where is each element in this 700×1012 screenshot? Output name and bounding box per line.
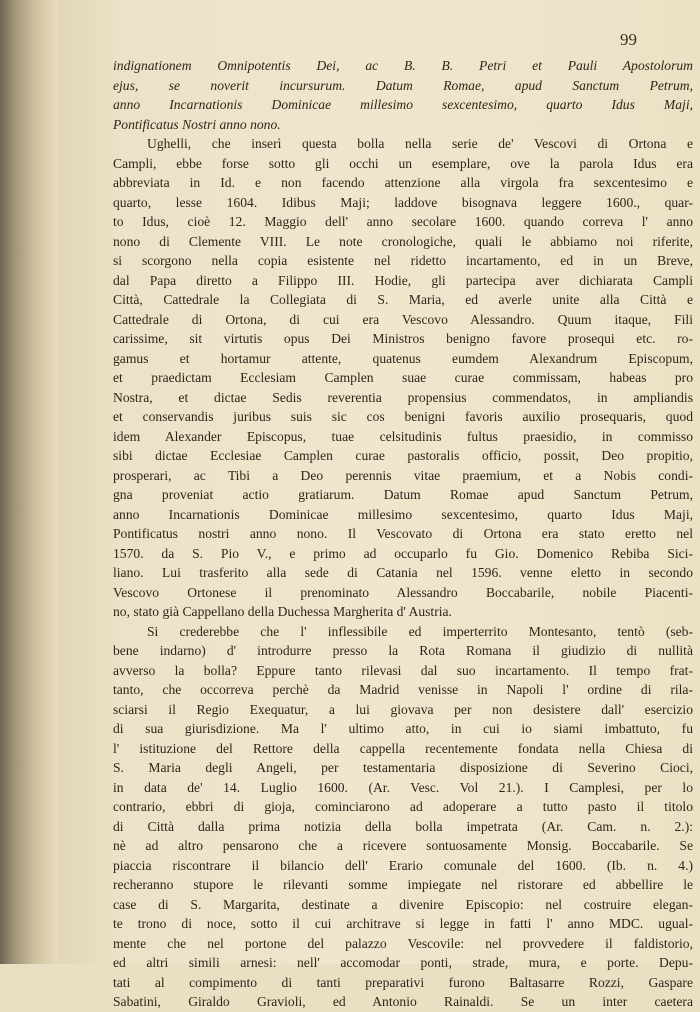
text-line: si scorgono nella copia esistente nel ridetto incartamento, ed in un Breve, bbox=[113, 253, 693, 268]
text-line: case di S. Margarita, destinate a divenire Episcopio: nel costruire elegan- bbox=[113, 896, 693, 912]
text-line: anno Incarnationis Dominicae millesimo sexcentesimo, quarto Idus Maji, bbox=[113, 506, 693, 522]
text-line: tanto, che occorreva perchè da Madrid venisse in Napoli l' ordine di rila- bbox=[113, 682, 693, 697]
text-line: 1570. da S. Pio V., e primo ad occuparlo fu Gio. Domenico Rebiba Sici- bbox=[113, 545, 693, 561]
text-line: carissime, sit virtutis opus Dei Ministros benigno favore prosequi etc. ro- bbox=[113, 331, 693, 346]
page-number: 99 bbox=[620, 30, 637, 49]
text-line: Sabatini, Giraldo Gravioli, ed Antonio Rainaldi. Se un inter caetera bbox=[113, 994, 693, 1009]
text-line: gna proveniat actio gratiarum. Datum Romae apud Sanctum Petrum, bbox=[113, 487, 693, 502]
text-line: sibi dictae Ecclesiae Camplen curae pastoralis officio, possit, Deo propitio, bbox=[113, 448, 693, 463]
text-line: gamus et hortamur attente, quatenus eumdem Alexandrum Episcopum, bbox=[113, 350, 693, 366]
text-line: tati al compimento di tanti preparativi furono Baltasarre Rozzi, Gaspare bbox=[113, 974, 693, 990]
text-line: S. Maria degli Angeli, per testamentaria disposizione di Severino Cioci, bbox=[113, 760, 693, 775]
text-line: Vescovo Ortonese il prenominato Alessandro Boccabarile, nobile Piacenti- bbox=[113, 584, 693, 600]
text-line: avverso la bolla? Eppure tanto rilevasi dal suo incartamento. Il tempo frat- bbox=[113, 662, 693, 678]
text-line: dal Papa diretto a Filippo III. Hodie, gli partecipa aver dichiarata Campli bbox=[113, 272, 693, 288]
text-line: l' istituzione del Rettore della cappella recentemente fondata nella Chiesa di bbox=[113, 740, 693, 756]
text-line: Cattedrale di Ortona, di cui era Vescovo Alessandro. Quum itaque, Fili bbox=[113, 311, 693, 327]
text-line: Ughelli, che inserì questa bolla nella serie de' Vescovi di Ortona e bbox=[147, 136, 693, 151]
text-line: contrario, ebbri di gioja, cominciarono ad adoperare a tutto pasto il titolo bbox=[113, 799, 693, 814]
text-line: ejus, se noverit incursurum. Datum Romae, apud Sanctum Petrum, bbox=[113, 77, 693, 93]
text-line: prosperari, ac Tibi a Deo perennis vitae praemium, et a Nobis condi- bbox=[113, 467, 693, 483]
body-text bbox=[113, 56, 693, 1012]
text-line: Campli, ebbe forse sotto gli occhi un esemplare, ove la parola Idus era bbox=[113, 155, 693, 171]
text-line: te trono di noce, sotto il cui architrave si legge in fatti l' anno MDC. ugual- bbox=[113, 916, 693, 931]
text-line: recheranno stupore le rilevanti somme impiegate nel ristorare ed abbellire le bbox=[113, 877, 693, 892]
text-line: liano. Lui trasferito alla sede di Catania nel 1596. venne eletto in secondo bbox=[113, 565, 693, 580]
text-line: nè ad altro pensarono che a ricevere sontuosamente Monsig. Boccabarile. Se bbox=[113, 838, 693, 853]
text-line: Pontificatus nostri anno nono. Il Vescovato di Ortona era stato eretto nel bbox=[113, 526, 693, 541]
text-line: Si crederebbe che l' inflessibile ed imperterrito Montesanto, tentò (seb- bbox=[147, 623, 693, 639]
text-line: abbreviata in Id. e non facendo attenzione alla virgola fra sexcentesimo e bbox=[113, 175, 693, 190]
text-line: indignationem Omnipotentis Dei, ac B. B. Petri et Pauli Apostolorum bbox=[113, 58, 693, 73]
text-line: Nostra, et dictae Sedis reverentia propensius commendatos, in ampliandis bbox=[113, 389, 693, 405]
text-line: et conservandis juribus suis sic cos benigni favoris auxilio prosequaris, quod bbox=[113, 409, 693, 424]
text-line: di sua giurisdizione. Ma l' ultimo atto, in cui io siami imbattuto, fu bbox=[113, 721, 693, 736]
text-line: et praedictam Ecclesiam Camplen suae curae commissam, habeas pro bbox=[113, 370, 693, 385]
text-line: bene indarno) d' introdurre presso la Rota Romana il giudizio di nullità bbox=[113, 643, 693, 658]
text-line: mente che nel portone del palazzo Vescovile: nel provvedere il faldistorio, bbox=[113, 935, 693, 951]
text-line: idem Alexander Episcopus, tuae celsitudinis fultus praesidio, in commisso bbox=[113, 428, 693, 444]
text-line: sciarsi il Regio Exequatur, a lui giovava per non desistere dall' esercizio bbox=[113, 701, 693, 717]
text-line: Pontificatus Nostri anno nono. bbox=[113, 116, 281, 132]
book-page bbox=[58, 0, 700, 1009]
text-line: di Città dalla prima notizia della bolla impetrata (Ar. Cam. n. 2.): bbox=[113, 818, 693, 834]
text-line: no, stato già Cappellano della Duchessa Margherita d' Austria. bbox=[113, 604, 452, 619]
text-line: Città, Cattedrale la Collegiata di S. Maria, ed averle unite alla Città e bbox=[113, 292, 693, 307]
text-line: to Idus, cioè 12. Maggio dell' anno secolare 1600. quando correva l' anno bbox=[113, 214, 693, 229]
text-line: ed altri simili arnesi: nell' accomodar ponti, strade, mura, e porte. Depu- bbox=[113, 955, 693, 970]
book-spine-shadow bbox=[0, 0, 58, 964]
text-line: quarto, lesse 1604. Idibus Maji; laddove bisognava leggere 1600., quar- bbox=[113, 194, 693, 210]
text-line: in data de' 14. Luglio 1600. (Ar. Vesc. Vol 21.). I Camplesi, per lo bbox=[113, 779, 693, 795]
text-line: piaccia riscontrare il bilancio dell' Erario comunale del 1600. (Ib. n. 4.) bbox=[113, 857, 693, 873]
text-line: anno Incarnationis Dominicae millesimo sexcentesimo, quarto Idus Maji, bbox=[113, 97, 693, 112]
text-line: nono di Clemente VIII. Le note cronologiche, quali le abbiamo noi riferite, bbox=[113, 233, 693, 249]
